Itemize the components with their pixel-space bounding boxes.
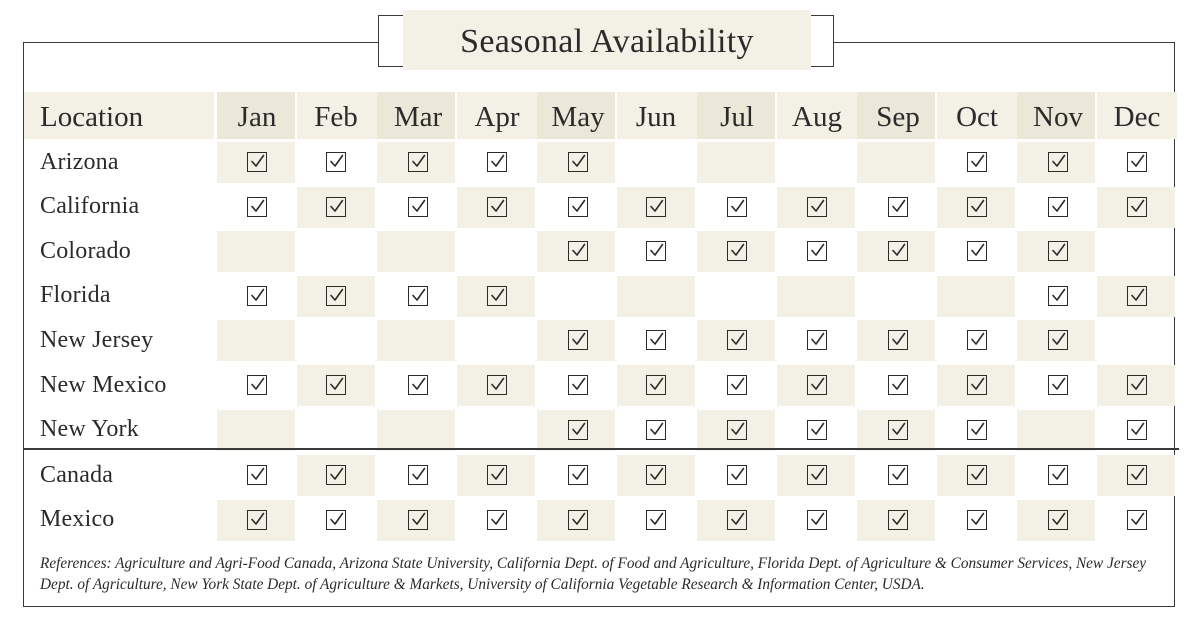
table-cell-bg [777, 276, 855, 317]
references-note: References: Agriculture and Agri-Food Canada, Arizona State University, California Dept. of Food and Agriculture, Florida Dept. of Agriculture & Consumer Services, New Jersey Dept. of Agriculture, New York State Dept. of Agriculture & Markets, University of California Vegetable Research & Information Center, USDA. [40, 555, 1147, 593]
checkbox-checked-icon [1048, 197, 1068, 217]
checkbox-checked-icon [1127, 510, 1147, 530]
checkbox-checked-icon [807, 197, 827, 217]
month-header: May [551, 100, 605, 133]
checkbox-checked-icon [967, 510, 987, 530]
checkbox-checked-icon [888, 465, 908, 485]
checkbox-checked-icon [1127, 465, 1147, 485]
month-header: Apr [474, 100, 520, 133]
checkbox-checked-icon [408, 197, 428, 217]
checkbox-checked-icon [568, 510, 588, 530]
checkbox-checked-icon [247, 465, 267, 485]
month-header: Jul [720, 100, 754, 133]
checkbox-checked-icon [1048, 510, 1068, 530]
checkbox-checked-icon [487, 152, 507, 172]
checkbox-checked-icon [326, 286, 346, 306]
checkbox-checked-icon [888, 375, 908, 395]
location-label: Mexico [40, 506, 115, 533]
checkbox-checked-icon [727, 375, 747, 395]
checkbox-checked-icon [888, 241, 908, 261]
checkbox-checked-icon [807, 420, 827, 440]
month-header: Jun [635, 100, 677, 133]
checkbox-checked-icon [967, 241, 987, 261]
table-cell-bg [857, 142, 935, 183]
checkbox-checked-icon [888, 330, 908, 350]
checkbox-checked-icon [408, 465, 428, 485]
checkbox-checked-icon [967, 330, 987, 350]
table-cell-bg [377, 410, 455, 451]
checkbox-checked-icon [646, 330, 666, 350]
checkbox-checked-icon [807, 241, 827, 261]
location-label: New Jersey [40, 326, 154, 353]
checkbox-checked-icon [727, 420, 747, 440]
checkbox-checked-icon [408, 510, 428, 530]
checkbox-checked-icon [727, 465, 747, 485]
checkbox-checked-icon [1127, 375, 1147, 395]
checkbox-checked-icon [807, 375, 827, 395]
checkbox-checked-icon [568, 465, 588, 485]
checkbox-checked-icon [646, 241, 666, 261]
checkbox-checked-icon [646, 420, 666, 440]
checkbox-checked-icon [727, 197, 747, 217]
location-label: Florida [40, 282, 111, 309]
location-label: New Mexico [40, 371, 167, 398]
table-cell-bg [217, 410, 295, 451]
us-international-divider [24, 448, 1179, 450]
checkbox-checked-icon [1127, 197, 1147, 217]
checkbox-checked-icon [1127, 420, 1147, 440]
checkbox-checked-icon [727, 241, 747, 261]
checkbox-checked-icon [646, 197, 666, 217]
checkbox-checked-icon [326, 465, 346, 485]
checkbox-checked-icon [326, 197, 346, 217]
location-label: Canada [40, 461, 114, 488]
checkbox-checked-icon [1048, 375, 1068, 395]
checkbox-checked-icon [888, 420, 908, 440]
checkbox-checked-icon [967, 197, 987, 217]
checkbox-checked-icon [1048, 152, 1068, 172]
checkbox-checked-icon [408, 375, 428, 395]
table-cell-bg [617, 276, 695, 317]
month-header: Feb [314, 100, 358, 133]
table-cell-bg [377, 231, 455, 272]
location-label: Arizona [40, 148, 119, 175]
checkbox-checked-icon [1127, 152, 1147, 172]
checkbox-checked-icon [247, 152, 267, 172]
month-header: Dec [1113, 100, 1161, 133]
month-header: Mar [393, 100, 443, 133]
table-cell-bg [697, 142, 775, 183]
page-title: Seasonal Availability [460, 23, 754, 60]
checkbox-checked-icon [967, 375, 987, 395]
checkbox-checked-icon [967, 152, 987, 172]
checkbox-checked-icon [487, 510, 507, 530]
checkbox-checked-icon [967, 465, 987, 485]
checkbox-checked-icon [408, 152, 428, 172]
checkbox-checked-icon [1048, 465, 1068, 485]
checkbox-checked-icon [727, 510, 747, 530]
checkbox-checked-icon [247, 375, 267, 395]
checkbox-checked-icon [247, 286, 267, 306]
checkbox-checked-icon [807, 465, 827, 485]
checkbox-checked-icon [326, 375, 346, 395]
checkbox-checked-icon [1127, 286, 1147, 306]
checkbox-checked-icon [568, 152, 588, 172]
checkbox-checked-icon [888, 197, 908, 217]
location-label: California [40, 193, 140, 220]
checkbox-checked-icon [888, 510, 908, 530]
checkbox-checked-icon [568, 330, 588, 350]
checkbox-checked-icon [568, 375, 588, 395]
location-label: Colorado [40, 237, 131, 264]
checkbox-checked-icon [487, 375, 507, 395]
checkbox-checked-icon [646, 510, 666, 530]
month-header: Nov [1033, 100, 1083, 133]
checkbox-checked-icon [807, 330, 827, 350]
checkbox-checked-icon [1048, 286, 1068, 306]
table-cell-bg [937, 276, 1015, 317]
checkbox-checked-icon [1048, 330, 1068, 350]
checkbox-checked-icon [646, 465, 666, 485]
checkbox-checked-icon [646, 375, 666, 395]
title-band [403, 10, 811, 70]
checkbox-checked-icon [568, 241, 588, 261]
checkbox-checked-icon [247, 197, 267, 217]
month-header: Sep [876, 100, 920, 133]
month-header: Aug [792, 100, 842, 133]
table-cell-bg [217, 231, 295, 272]
table-cell-bg [1017, 410, 1095, 451]
location-header: Location [40, 100, 144, 133]
checkbox-checked-icon [487, 286, 507, 306]
table-cell-bg [377, 320, 455, 361]
checkbox-checked-icon [727, 330, 747, 350]
checkbox-checked-icon [807, 510, 827, 530]
checkbox-checked-icon [408, 286, 428, 306]
checkbox-checked-icon [487, 465, 507, 485]
checkbox-checked-icon [326, 510, 346, 530]
checkbox-checked-icon [967, 420, 987, 440]
checkbox-checked-icon [326, 152, 346, 172]
month-header: Oct [956, 100, 998, 133]
checkbox-checked-icon [568, 420, 588, 440]
checkbox-checked-icon [487, 197, 507, 217]
month-header: Jan [237, 100, 277, 133]
title-box [378, 15, 834, 67]
checkbox-checked-icon [247, 510, 267, 530]
checkbox-checked-icon [1048, 241, 1068, 261]
table-cell-bg [217, 320, 295, 361]
checkbox-checked-icon [568, 197, 588, 217]
location-label: New York [40, 416, 139, 443]
